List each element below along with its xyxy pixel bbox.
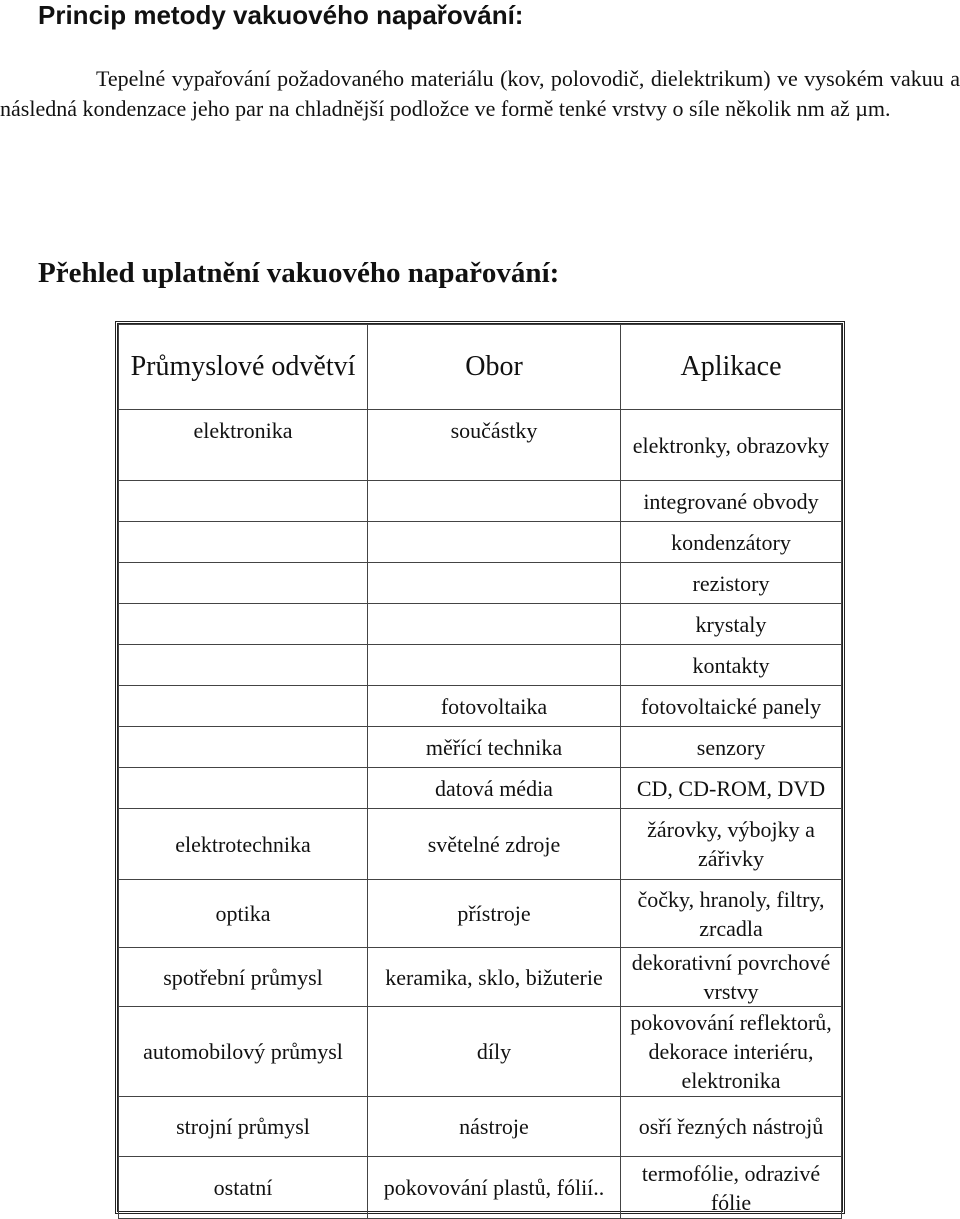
cell-field: [368, 604, 621, 645]
cell-industry: elektronika: [119, 410, 368, 481]
description-text: Tepelné vypařování požadovaného materiálu (kov, polovodič, dielektrikum) ve vysokém vakuu a následná kondenzace jeho par na chladnější podložce ve formě tenké vrstvy o síle několik nm až µm.: [0, 66, 960, 121]
cell-field: součástky: [368, 410, 621, 481]
cell-industry: [119, 645, 368, 686]
cell-industry: [119, 727, 368, 768]
table-row: [119, 522, 842, 563]
header-application: Aplikace: [621, 325, 842, 410]
table-row: [119, 563, 842, 604]
cell-field: měřící technika: [368, 727, 621, 768]
cell-application: kondenzátory: [621, 522, 842, 563]
cell-application: integrované obvody: [621, 481, 842, 522]
description-paragraph: [0, 64, 960, 124]
cell-field: přístroje: [368, 880, 621, 948]
table-row: [119, 604, 842, 645]
cell-industry: automobilový průmysl: [119, 1007, 368, 1097]
cell-application: fotovoltaické panely: [621, 686, 842, 727]
cell-industry: [119, 604, 368, 645]
section-subheading: Přehled uplatnění vakuového napařování:: [38, 257, 560, 289]
cell-industry: [119, 481, 368, 522]
cell-application: osří řezných nástrojů: [621, 1097, 842, 1157]
table-row: [119, 768, 842, 809]
table-row: [119, 481, 842, 522]
cell-application: senzory: [621, 727, 842, 768]
table-row: [119, 809, 842, 880]
cell-application: CD, CD-ROM, DVD: [621, 768, 842, 809]
cell-application: krystaly: [621, 604, 842, 645]
cell-industry: [119, 686, 368, 727]
cell-application: čočky, hranoly, filtry, zrcadla: [621, 880, 842, 948]
table-row: [119, 1007, 842, 1097]
header-field: Obor: [368, 325, 621, 410]
cell-industry: [119, 768, 368, 809]
applications-table: [115, 321, 845, 1214]
cell-application: termofólie, odrazivé fólie: [621, 1157, 842, 1219]
cell-field: světelné zdroje: [368, 809, 621, 880]
table-row: [119, 880, 842, 948]
cell-field: pokovování plastů, fólií..: [368, 1157, 621, 1219]
table-row: [119, 948, 842, 1007]
cell-field: fotovoltaika: [368, 686, 621, 727]
cell-application: kontakty: [621, 645, 842, 686]
table-header-row: [119, 325, 842, 410]
cell-application: pokovování reflektorů, dekorace interiéru, elektronika: [621, 1007, 842, 1097]
cell-field: [368, 522, 621, 563]
cell-field: [368, 645, 621, 686]
cell-field: [368, 563, 621, 604]
page-heading: Princip metody vakuového napařování:: [38, 0, 524, 30]
cell-industry: elektrotechnika: [119, 809, 368, 880]
cell-industry: strojní průmysl: [119, 1097, 368, 1157]
table-row: [119, 686, 842, 727]
cell-field: díly: [368, 1007, 621, 1097]
cell-application: elektronky, obrazovky: [621, 410, 842, 481]
table-row: [119, 1097, 842, 1157]
cell-field: [368, 481, 621, 522]
cell-application: rezistory: [621, 563, 842, 604]
table-row: [119, 410, 842, 481]
cell-field: keramika, sklo, bižuterie: [368, 948, 621, 1007]
cell-industry: spotřební průmysl: [119, 948, 368, 1007]
cell-industry: [119, 563, 368, 604]
cell-field: nástroje: [368, 1097, 621, 1157]
cell-industry: ostatní: [119, 1157, 368, 1219]
cell-application: žárovky, výbojky a zářivky: [621, 809, 842, 880]
cell-industry: optika: [119, 880, 368, 948]
header-industry: Průmyslové odvětví: [119, 325, 368, 410]
cell-field: datová média: [368, 768, 621, 809]
cell-industry: [119, 522, 368, 563]
table-row: [119, 1157, 842, 1219]
table-row: [119, 645, 842, 686]
table-row: [119, 727, 842, 768]
cell-application: dekorativní povrchové vrstvy: [621, 948, 842, 1007]
